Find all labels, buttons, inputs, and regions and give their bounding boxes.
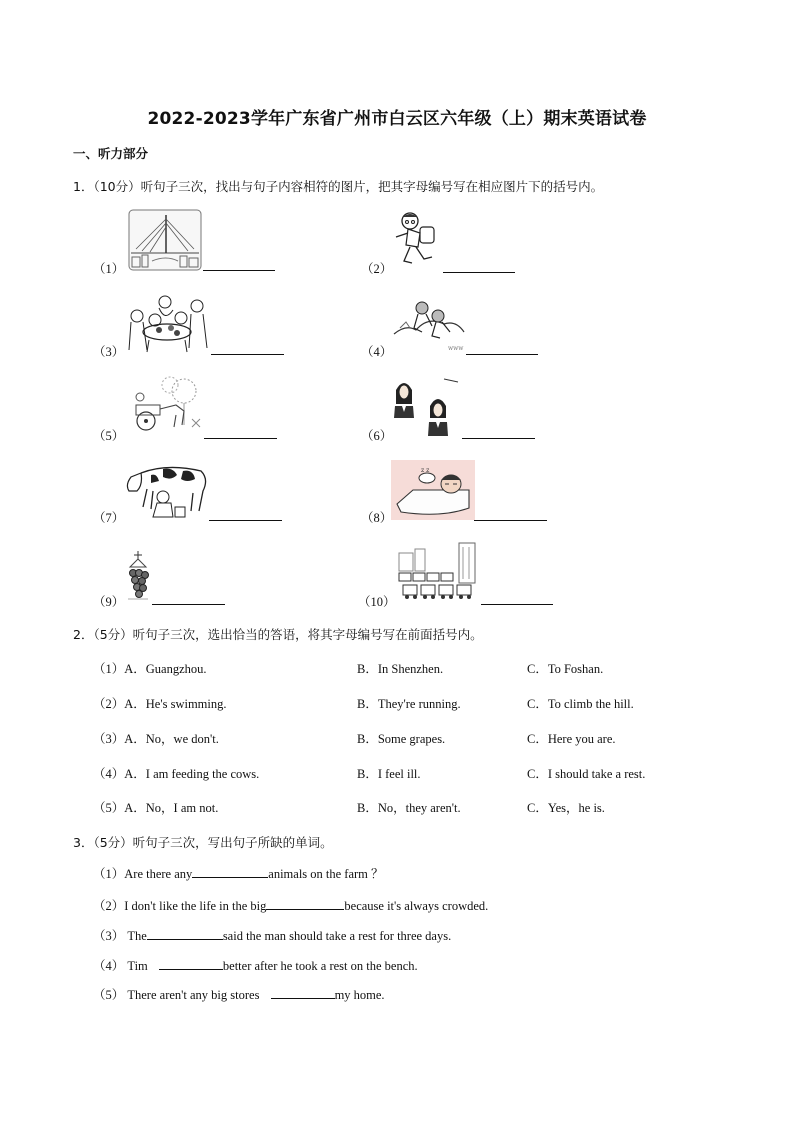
family-dinner-image xyxy=(125,292,211,354)
q1-item-10-label: （10） xyxy=(358,595,396,609)
q2-row-2-option-c[interactable]: C．To climb the hill. xyxy=(527,697,634,711)
traffic-jam-image xyxy=(395,541,479,605)
q1-item-6-answer-blank[interactable] xyxy=(462,438,535,439)
q1-item-1-label: （1） xyxy=(93,262,125,276)
q1-item-9-answer-blank[interactable] xyxy=(152,604,225,605)
q3-sentence-1 xyxy=(93,864,384,882)
boys-climbing-image xyxy=(392,294,466,354)
boy-running-image xyxy=(392,209,440,269)
q3-sentence-2-start: （2）I don't like the life in the big xyxy=(93,899,267,913)
q3-sentence-3-start: （3） The xyxy=(93,929,147,943)
q3-sentence-4-end: better after he took a rest on the bench. xyxy=(222,959,418,973)
q3-sentence-3 xyxy=(93,926,451,944)
q2-row-1-option-b[interactable]: B．In Shenzhen. xyxy=(357,662,444,676)
q1-item-8-label: （8） xyxy=(361,511,393,525)
q1-item-2-label: （2） xyxy=(361,262,393,276)
q1-item-3-label: （3） xyxy=(93,345,125,359)
q2-row-4-option-c[interactable]: C．I should take a rest. xyxy=(527,767,646,781)
q3-sentence-2-blank[interactable] xyxy=(266,897,344,910)
sick-in-bed-image xyxy=(391,460,475,520)
farm-cart-image xyxy=(126,375,204,435)
q1-item-10-answer-blank[interactable] xyxy=(481,604,553,605)
page-title: 2022-2023学年广东省广州市白云区六年级（上）期末英语试卷 xyxy=(147,109,647,129)
q2-row-5-option-c[interactable]: C．Yes，he is. xyxy=(527,801,605,815)
q2-row-3-option-c[interactable]: C．Here you are. xyxy=(527,732,616,746)
q3-sentence-4-start: （4） Tim xyxy=(93,959,151,973)
svg-text:www: www xyxy=(448,345,464,352)
two-girls-image xyxy=(392,376,464,438)
q1-item-7-answer-blank[interactable] xyxy=(209,520,282,521)
question-2-heading: 2．（5分）听句子三次，选出恰当的答语，将其字母编号写在前面括号内。 xyxy=(73,627,483,642)
q1-item-4-label: （4） xyxy=(361,345,393,359)
q2-row-2-option-a[interactable]: （2）A．He's swimming. xyxy=(93,697,227,711)
q2-row-1-option-c[interactable]: C．To Foshan. xyxy=(527,662,604,676)
q2-row-5-option-a[interactable]: （5）A．No，I am not. xyxy=(93,801,219,815)
q3-sentence-3-blank[interactable] xyxy=(147,927,223,940)
q3-sentence-5-blank[interactable] xyxy=(271,986,335,999)
q2-row-3-option-b[interactable]: B．Some grapes. xyxy=(357,732,446,746)
q1-item-5-answer-blank[interactable] xyxy=(204,438,277,439)
q2-row-4-option-a[interactable]: （4）A．I am feeding the cows. xyxy=(93,767,260,781)
q1-item-3-answer-blank[interactable] xyxy=(211,354,284,355)
question-3-heading: 3．（5分）听句子三次，写出句子所缺的单词。 xyxy=(73,835,333,850)
q2-row-2-option-b[interactable]: B．They're running. xyxy=(357,697,461,711)
grapes-bunch-image xyxy=(124,549,152,605)
section-heading-listening: 一、听力部分 xyxy=(73,146,149,161)
q2-row-3-option-a[interactable]: （3）A．No，we don't. xyxy=(93,732,219,746)
q3-sentence-5-start: （5） There aren't any big stores xyxy=(93,988,263,1002)
q3-sentence-2 xyxy=(93,896,488,914)
q3-sentence-2-end: because it's always crowded. xyxy=(344,899,489,913)
milking-cow-image xyxy=(123,459,210,521)
q3-sentence-1-end: animals on the farm ？ xyxy=(268,867,384,881)
q1-item-1-answer-blank[interactable] xyxy=(203,270,275,271)
q1-item-6-label: （6） xyxy=(361,429,393,443)
q1-item-8-answer-blank[interactable] xyxy=(474,520,547,521)
q1-item-7-label: （7） xyxy=(93,511,125,525)
q3-sentence-3-end: said the man should take a rest for three days. xyxy=(222,929,452,943)
q1-item-9-label: （9） xyxy=(93,595,125,609)
q3-sentence-4-blank[interactable] xyxy=(159,957,223,970)
q3-sentence-1-start: （1）Are there any xyxy=(93,867,193,881)
q3-sentence-1-blank[interactable] xyxy=(192,865,268,878)
q3-sentence-5 xyxy=(93,985,385,1003)
question-1-heading: 1．（10分）听句子三次，找出与句子内容相符的图片，把其字母编号写在相应图片下的括号内。 xyxy=(73,179,604,194)
q2-row-4-option-b[interactable]: B．I feel ill. xyxy=(357,767,421,781)
q2-row-5-option-b[interactable]: B．No，they aren't. xyxy=(357,801,461,815)
q1-item-2-answer-blank[interactable] xyxy=(443,272,515,273)
tower-bridge-image xyxy=(128,209,202,271)
svg-text:z z: z z xyxy=(421,467,430,474)
q3-sentence-5-end: my home. xyxy=(334,988,385,1002)
q3-sentence-4 xyxy=(93,956,418,974)
q2-row-1-option-a[interactable]: （1）A．Guangzhou. xyxy=(93,662,207,676)
q1-item-4-answer-blank[interactable] xyxy=(466,354,538,355)
q1-item-5-label: （5） xyxy=(93,429,125,443)
